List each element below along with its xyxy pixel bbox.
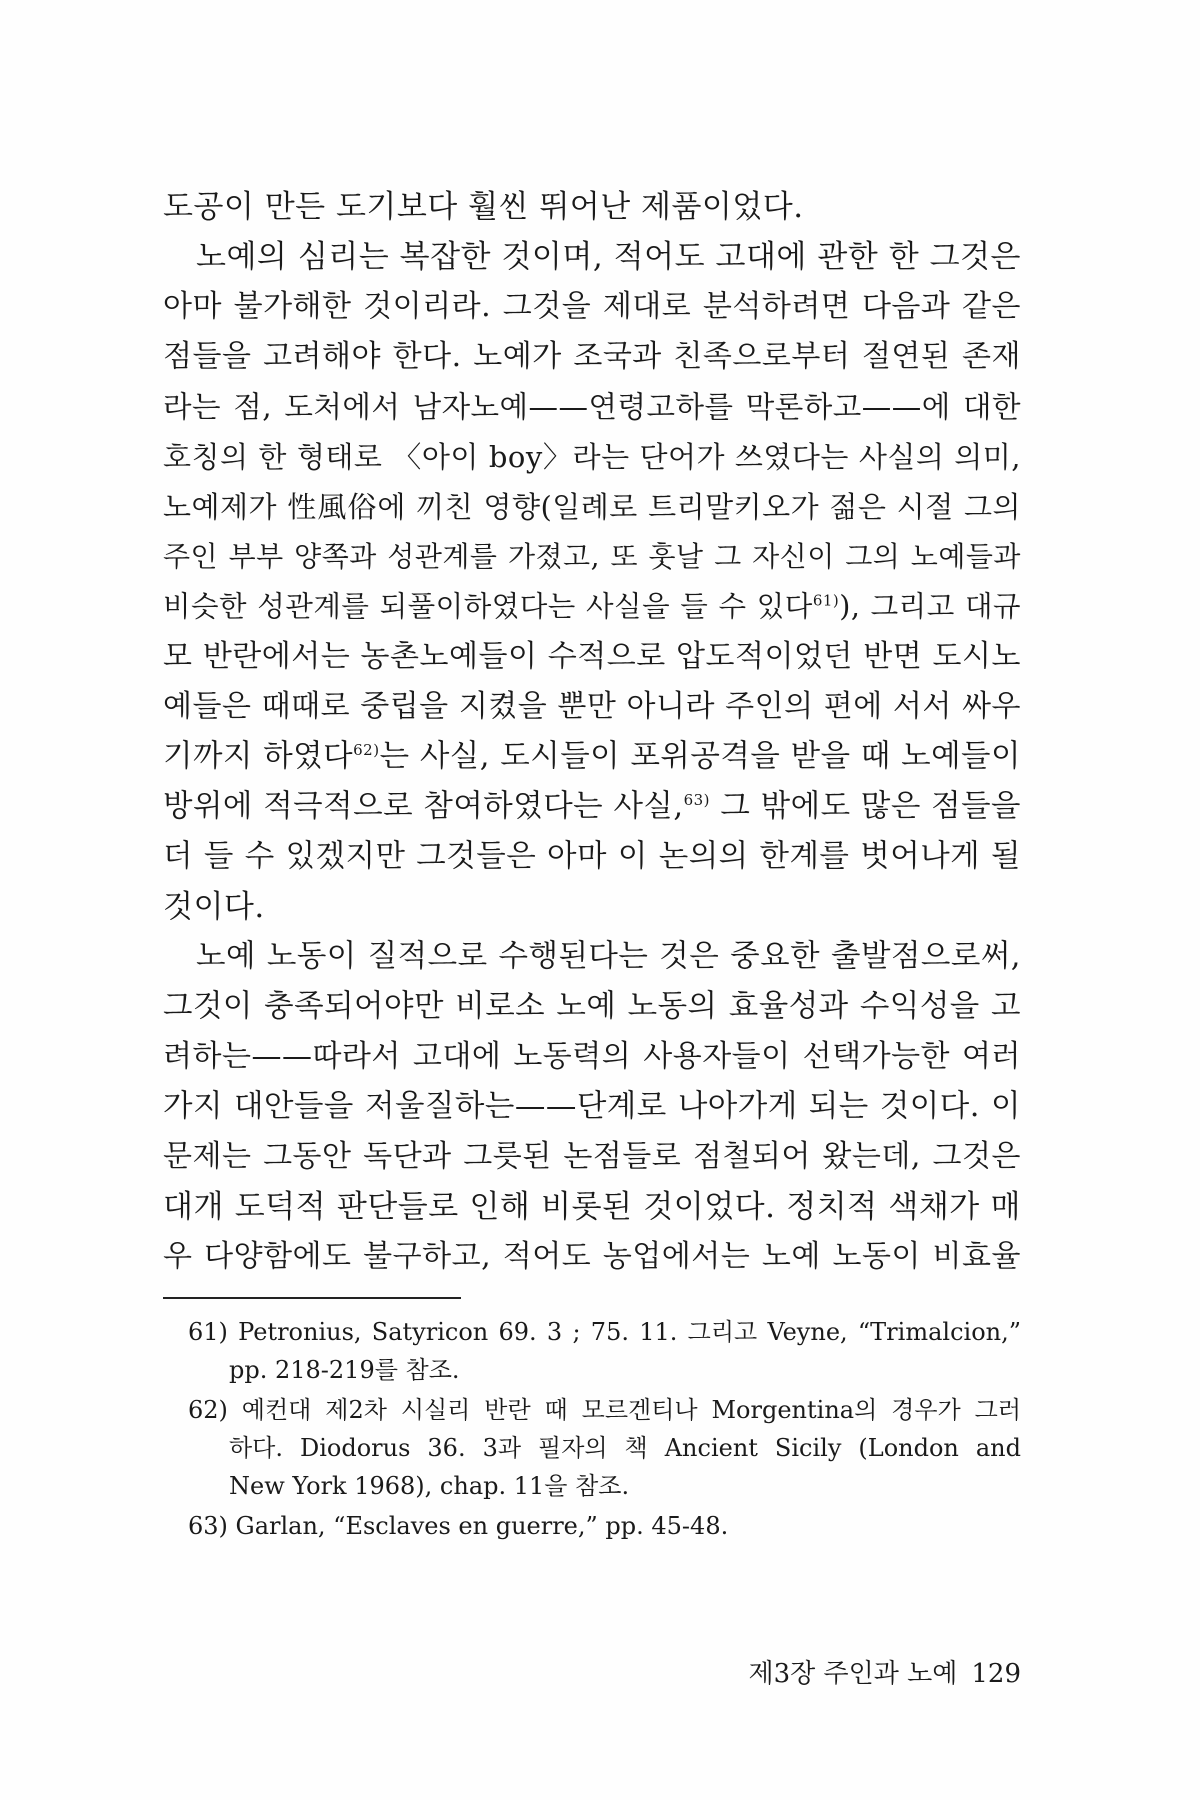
- footnote-62-line-3: New York 1968), chap. 11을 참조.: [229, 1472, 630, 1500]
- footnote-61-line-2: pp. 218-219를 참조.: [229, 1356, 460, 1384]
- footnote-61-line-1: 61) Petronius, Satyricon 69. 3 ; 75. 11. 그리고 Veyne, “Trimalcion,”: [188, 1318, 1021, 1346]
- body-line-20: 문제는 그동안 독단과 그릇된 논점들로 점철되어 왔는데, 그것은: [163, 1139, 1021, 1174]
- footnote-63-line-1: 63) Garlan, “Esclaves en guerre,” pp. 45-48.: [188, 1512, 729, 1540]
- footnote-rule: [163, 1297, 461, 1299]
- body-line-10: 모 반란에서는 농촌노예들이 수적으로 압도적이었던 반면 도시노: [163, 639, 1021, 674]
- running-footer: [680, 1656, 1021, 1692]
- footnote-62-line-1: 62) 예컨대 제2차 시실리 반란 때 모르겐티나 Morgentina의 경우가 그러: [188, 1396, 1021, 1424]
- body-line-12: [163, 736, 1021, 778]
- body-line-16: 노예 노동이 질적으로 수행된다는 것은 중요한 출발점으로써,: [196, 939, 1021, 974]
- body-line-11: 예들은 때때로 중립을 지켰을 뿐만 아니라 주인의 편에 서서 싸우: [163, 689, 1021, 724]
- footnote-62-line-2: 하다. Diodorus 36. 3과 필자의 책 Ancient Sicily (London and: [229, 1434, 1021, 1462]
- body-line-17: 그것이 충족되어야만 비로소 노예 노동의 효율성과 수익성을 고: [163, 989, 1021, 1024]
- body-line-22: 우 다양함에도 불구하고, 적어도 농업에서는 노예 노동이 비효율: [163, 1239, 1021, 1274]
- body-line-1: 도공이 만든 도기보다 훨씬 뛰어난 제품이었다.: [163, 189, 804, 225]
- body-line-9-tail: ), 그리고 대규: [839, 590, 1022, 623]
- page-number: 129: [971, 1659, 1021, 1689]
- body-line-13-text: 방위에 적극적으로 참여하였다는 사실,: [163, 789, 684, 824]
- body-line-8: 주인 부부 양쪽과 성관계를 가졌고, 또 훗날 그 자신이 그의 노예들과: [163, 540, 1021, 573]
- body-line-5: 라는 점, 도처에서 남자노예——연령고하를 막론하고——에 대한: [163, 390, 1021, 424]
- body-line-13-tail: 그 밖에도 많은 점들을: [710, 789, 1021, 824]
- footnote-ref-62: 62): [353, 740, 380, 759]
- body-line-4: 점들을 고려해야 한다. 노예가 조국과 친족으로부터 절연된 존재: [163, 339, 1021, 374]
- footnote-ref-63: 63): [683, 790, 711, 809]
- body-line-12-tail: 는 사실, 도시들이 포위공격을 받을 때 노예들이: [379, 739, 1021, 774]
- chapter-title: 제3장 주인과 노예: [748, 1659, 958, 1689]
- body-line-21: 대개 도덕적 판단들로 인해 비롯된 것이었다. 정치적 색채가 매: [163, 1189, 1021, 1225]
- body-line-12-text: 기까지 하였다: [163, 739, 354, 774]
- body-line-9: [163, 586, 1021, 628]
- body-line-14: 더 들 수 있겠지만 그것들은 아마 이 논의의 한계를 벗어나게 될: [163, 839, 1021, 874]
- body-line-13: [163, 786, 1021, 828]
- body-line-3: 아마 불가해한 것이리라. 그것을 제대로 분석하려면 다음과 같은: [163, 289, 1021, 324]
- footnote-ref-61: 61): [812, 591, 840, 610]
- body-line-2: 노예의 심리는 복잡한 것이며, 적어도 고대에 관한 한 그것은: [196, 239, 1021, 275]
- body-line-15: 것이다.: [163, 889, 265, 925]
- body-line-6: 호칭의 한 형태로 〈아이 boy〉라는 단어가 쓰였다는 사실의 의미,: [163, 440, 1021, 474]
- body-line-19: 가지 대안들을 저울질하는——단계로 나아가게 되는 것이다. 이: [163, 1089, 1021, 1124]
- body-line-18: 려하는——따라서 고대에 노동력의 사용자들이 선택가능한 여러: [163, 1039, 1021, 1074]
- body-line-7: 노예제가 性風俗에 끼친 영향(일례로 트리말키오가 젊은 시절 그의: [163, 490, 1021, 524]
- body-line-9-text: 비슷한 성관계를 되풀이하였다는 사실을 들 수 있다: [163, 590, 813, 623]
